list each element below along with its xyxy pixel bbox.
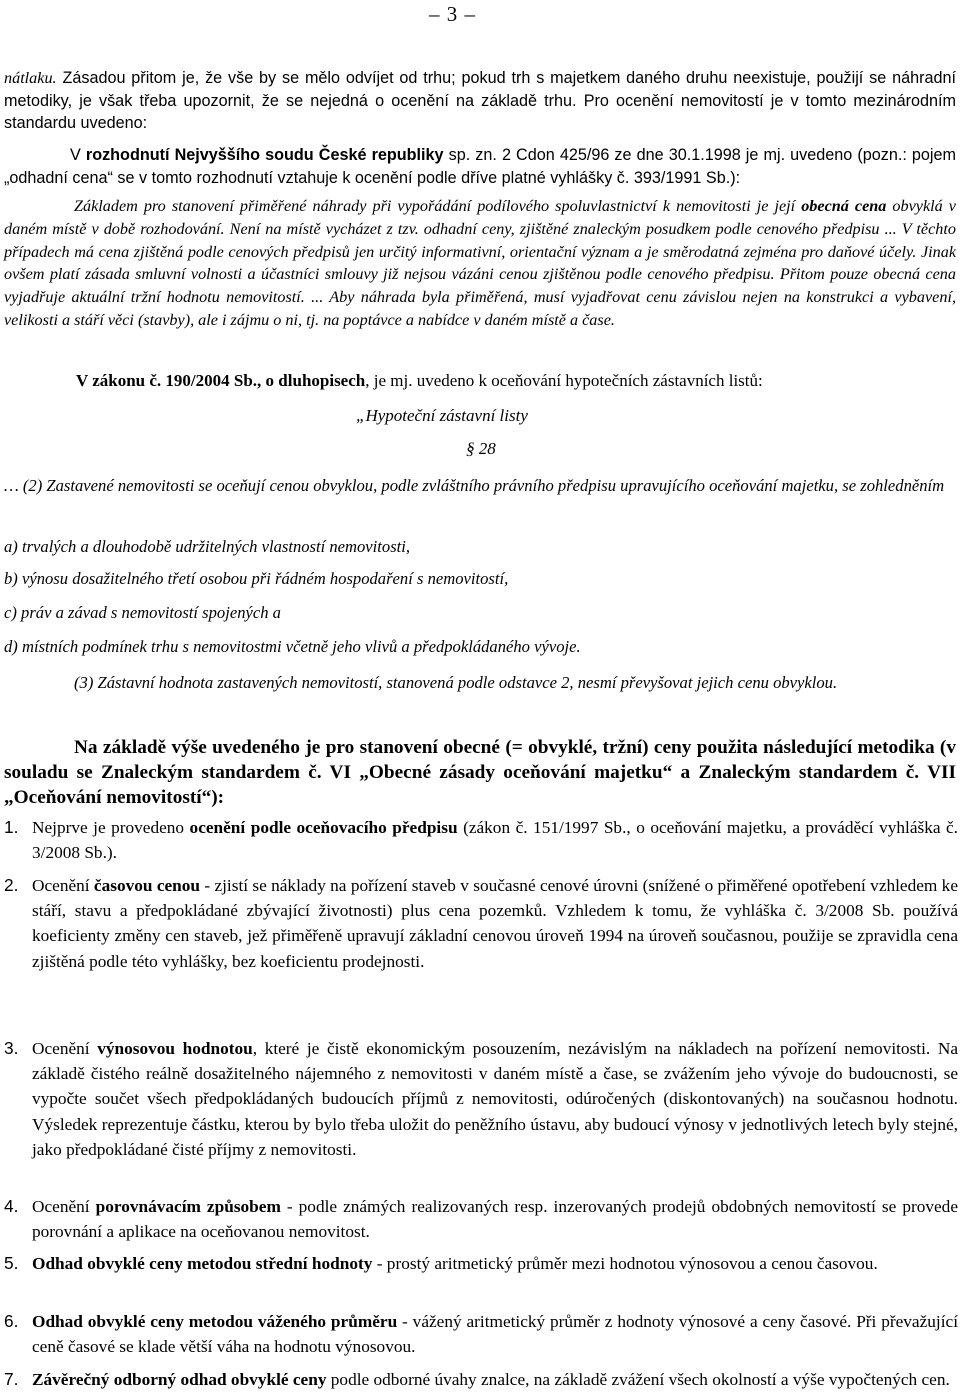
item-text-post: , které je čistě ekonomickým posouzením, nezávislým na nákladech na pořízení nemovitosti. Na základě čistého reálně dosažitelného nájemného z nemovitosti v daném místě a čase, se zvážením jeho vývoje do budoucnosti, se vypočte součet všech předpokládaných budoucích příjmů z nemovitosti, odúročených (diskontovaných) na současnou hodnotu. Výsledek reprezentuje částku, kterou by bylo třeba uložit do peněžního ústavu, aby budoucí výnosy v jednotlivých letech byly stejné, jako předpokládané čisté příjmy z nemovitosti. bbox=[32, 1039, 958, 1159]
quote-bold-term: obecná cena bbox=[801, 197, 887, 215]
law-name: V zákonu č. 190/2004 Sb., o dluhopisech bbox=[76, 371, 366, 390]
page-number: – 3 – bbox=[429, 2, 476, 26]
item-text-pre: Ocenění bbox=[32, 1197, 96, 1216]
intro-paragraph bbox=[4, 67, 956, 135]
item-text-pre: Ocenění bbox=[32, 1039, 98, 1058]
law-item-a: a) trvalých a dlouhodobě udržitelných vlastností nemovitosti, bbox=[4, 537, 411, 556]
method-item-2 bbox=[4, 873, 958, 974]
item-text-post: - zjistí se náklady na pořízení staveb v současné cenové úrovni (snížené o přiměřené opotřebení vzhledem ke stáří, stavu a předpokládané zbývající životnosti) plus cena pozemků. Vzhledem k tomu, že vyhláška č. 3/2008 Sb. používá koeficienty změny cen staveb, jež přiměřeně upravují základní cenovou úroveň 1994 na úroveň současnou, použije se zpravidla cena zjištěná podle této vyhlášky, bez koeficientu prodejnosti. bbox=[32, 876, 958, 971]
item-text-bold: Závěrečný odborný odhad obvyklé ceny bbox=[32, 1370, 327, 1389]
verdict-lead: V bbox=[70, 146, 86, 164]
item-text-bold: Odhad obvyklé ceny metodou střední hodnoty bbox=[32, 1254, 373, 1273]
list-number: 4. bbox=[4, 1196, 19, 1216]
law-item-c: c) práv a závad s nemovitostí spojených a bbox=[4, 603, 281, 622]
item-text-post: (zákon č. 151/1997 Sb., o oceňování majetku, a prováděcí vyhláška č. 3/2008 Sb.). bbox=[32, 818, 958, 863]
item-text-pre: Nejprve je provedeno bbox=[32, 818, 190, 837]
list-number: 7. bbox=[4, 1369, 19, 1389]
list-number: 2. bbox=[4, 875, 19, 895]
item-text-bold: časovou cenou bbox=[93, 876, 201, 895]
item-text-pre: Ocenění bbox=[32, 876, 94, 895]
list-number: 1. bbox=[4, 817, 19, 837]
verdict-reference: sp. zn. 2 Cdon 425/96 ze dne 30.1.1998 je mj. uvedeno (pozn.: pojem „odhadní cena“ se v tomto rozhodnutí vztahuje k ocenění podle dříve platné vyhlášky č. 393/1991 Sb.): bbox=[4, 146, 956, 187]
method-item-5 bbox=[4, 1251, 958, 1276]
item-text-bold: ocenění podle oceňovacího předpisu bbox=[189, 818, 458, 837]
law-paragraph-2: … (2) Zastavené nemovitosti se oceňují cenou obvyklou, podle zvláštního právního předpisu upravujícího oceňování majetku, se zohledněním bbox=[4, 476, 945, 495]
court-verdict-quote bbox=[4, 195, 956, 332]
law-item-d: d) místních podmínek trhu s nemovitostmi včetně jeho vlivů a předpokládaného vývoje. bbox=[4, 637, 581, 656]
list-number: 3. bbox=[4, 1038, 19, 1058]
law-paragraph-number: § 28 bbox=[466, 439, 496, 458]
item-text-bold: výnosovou hodnotou bbox=[97, 1039, 253, 1058]
law-intro-text: , je mj. uvedeno k oceňování hypotečních zástavních listů: bbox=[365, 371, 763, 390]
law-section-title: „Hypoteční zástavní listy bbox=[356, 406, 528, 425]
law-paragraph-3: (3) Zástavní hodnota zastavených nemovitostí, stanovená podle odstavce 2, nesmí převyšovat jejich cenu obvyklou. bbox=[74, 673, 838, 692]
method-item-6 bbox=[4, 1309, 958, 1359]
court-verdict-intro bbox=[4, 144, 956, 189]
verdict-court-name: rozhodnutí Nejvyššího soudu České republiky bbox=[85, 146, 444, 164]
item-text-bold: porovnávacím způsobem bbox=[95, 1197, 281, 1216]
method-item-3 bbox=[4, 1036, 958, 1162]
law-item-b: b) výnosu dosažitelného třetí osobou při řádném hospodaření s nemovitostí, bbox=[4, 569, 509, 588]
item-text-post: podle odborné úvahy znalce, na základě zvážení všech okolností a výše vypočtených cen. bbox=[326, 1370, 950, 1389]
method-item-7 bbox=[4, 1367, 958, 1392]
method-item-1 bbox=[4, 815, 958, 865]
quote-part-2: obvyklá v daném místě v době rozhodování. Není na místě vycházet z tzv. odhadní ceny, zjištěné znaleckým posudkem podle cenového předpisu ... V těchto případech má cena zjištěná podle cenových předpisů jen určitý informativní, orientační význam a je směrodatná zejména pro daňové účely. Jinak ovšem platí zásada smluvní volnosti a účastníci smlouvy již nejsou vázáni cenou zjištěnou podle cenového předpisu. Přitom pouze obecná cena vyjadřuje aktuální tržní hodnotu nemovitostí. ... Aby náhrada byla přiměřená, musí vyjadřovat cenu závislou nejen na konstrukci a vybavení, velikosti a stáří věci (stavby), ale i zájmu o ni, tj. na poptávce a nabídce v daném místě a čase. bbox=[4, 197, 956, 329]
methodology-heading: Na základě výše uvedeného je pro stanovení obecné (= obvyklé, tržní) ceny použita následující metodika (v souladu se Znaleckým standardem č. VI „Obecné zásady oceňování majetku“ a Znaleckým standardem č. VII „Oceňování nemovitostí“): bbox=[4, 737, 956, 808]
item-text-post: - vážený aritmetický průměr z hodnoty výnosové a ceny časové. Při převažující ceně časové se klade větší váha na hodnotu výnosovou. bbox=[32, 1312, 958, 1357]
item-text-post: - prostý aritmetický průměr mezi hodnotou výnosovou a cenou časovou. bbox=[372, 1254, 878, 1273]
method-item-4 bbox=[4, 1194, 958, 1244]
item-text-post: - podle známých realizovaných resp. inzerovaných prodejů obdobných nemovitostí se provede porovnání a aplikace na oceňovanou nemovitost. bbox=[32, 1197, 958, 1242]
intro-text: Zásadou přitom je, že vše by se mělo odvíjet od trhu; pokud trh s majetkem daného druhu neexistuje, použijí se náhradní metodiky, je však třeba upozornit, že se nejedná o ocenění na základě trhu. Pro ocenění nemovitostí je v tomto mezinárodním standardu uvedeno: bbox=[4, 69, 956, 132]
quote-part-1: Základem pro stanovení přiměřené náhrady při vypořádání podílového spoluvlastnictví k nemovitosti je její bbox=[74, 197, 802, 215]
list-number: 5. bbox=[4, 1253, 19, 1273]
item-text-bold: Odhad obvyklé ceny metodou váženého průměru bbox=[32, 1312, 398, 1331]
intro-word-natlaku: nátlaku. bbox=[4, 69, 57, 87]
list-number: 6. bbox=[4, 1311, 19, 1331]
law-intro bbox=[4, 370, 956, 392]
